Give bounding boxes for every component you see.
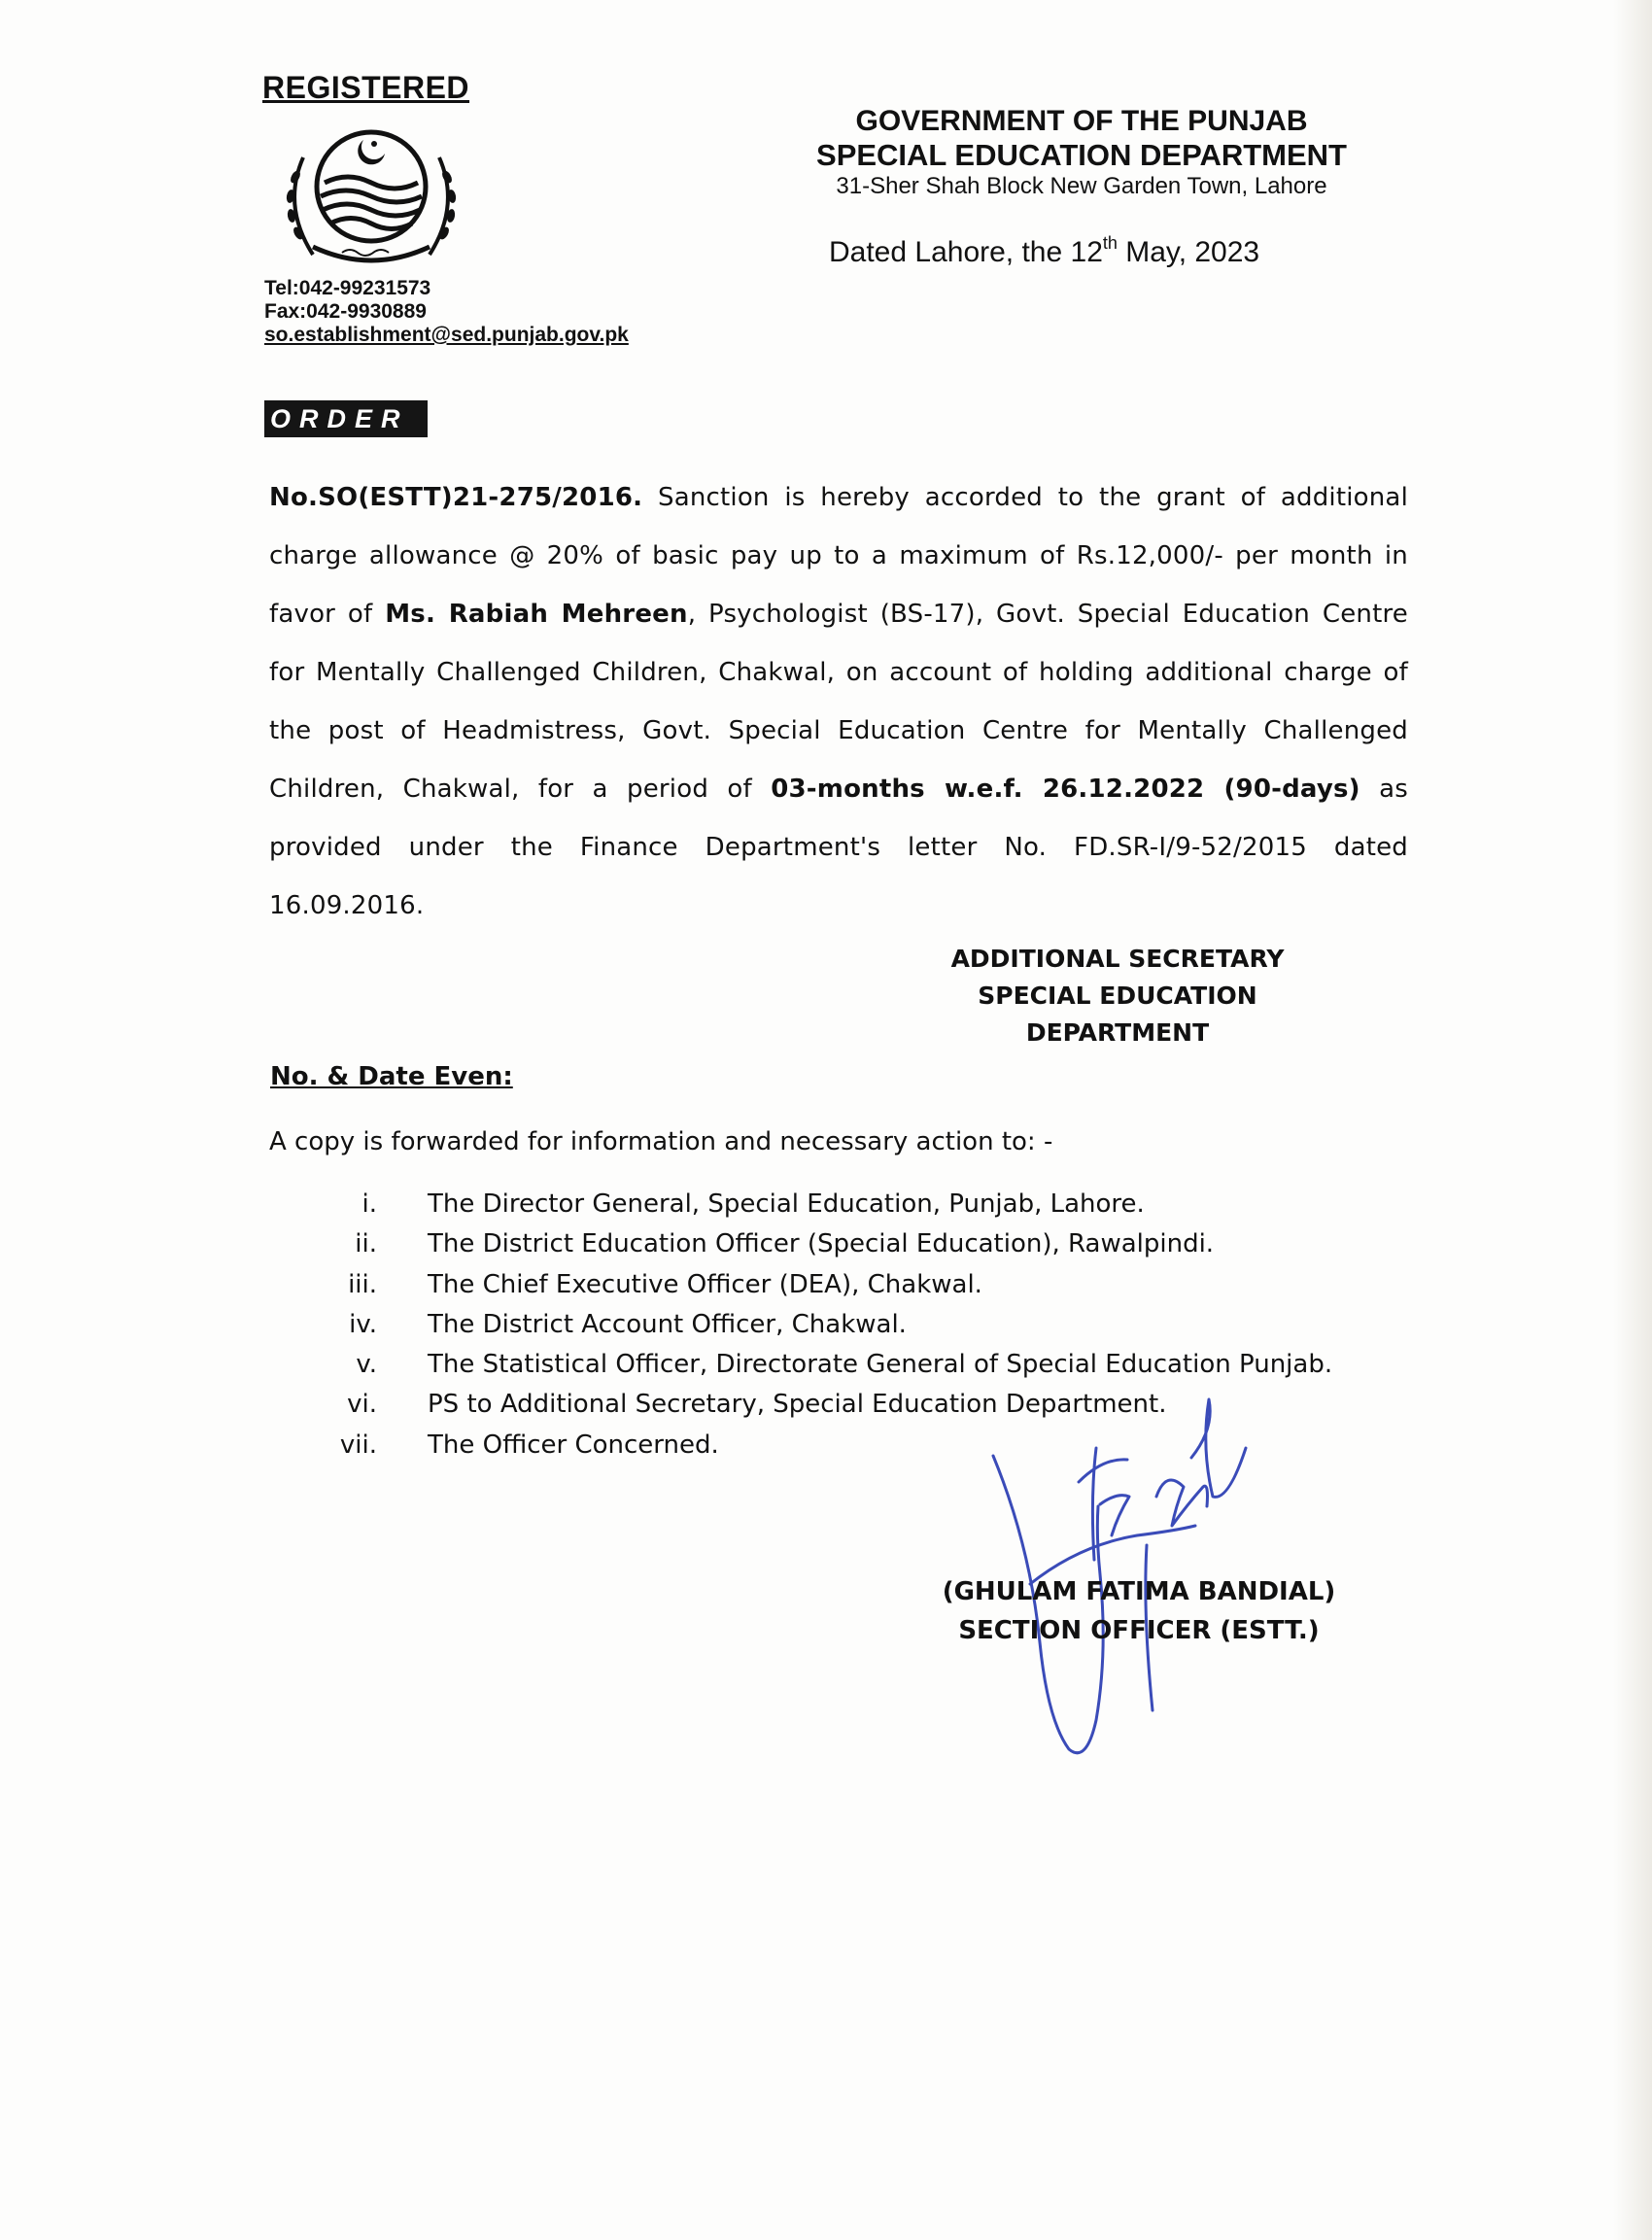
additional-secretary-block: ADDITIONAL SECRETARY SPECIAL EDUCATION DEPARTMENT (950, 945, 1285, 1047)
list-item: iv. The District Account Officer, Chakwal. (349, 1309, 907, 1339)
no-date-even-heading: No. & Date Even: (270, 1062, 513, 1091)
order-title: ORDER (264, 400, 428, 437)
list-item: i. The Director General, Special Education, Punjab, Lahore. (361, 1189, 1145, 1219)
list-item: vi. PS to Additional Secretary, Special Education Department. (347, 1390, 1167, 1420)
signatory-block (925, 1572, 1353, 1650)
paper-edge-shadow (1613, 0, 1652, 2240)
list-item: v. The Statistical Officer, Directorate General of Special Education Punjab. (356, 1350, 1333, 1380)
list-item: vii. The Officer Concerned. (339, 1430, 719, 1460)
reference-number: No.SO(ESTT)21-275/2016. (269, 483, 643, 512)
charge-period: 03-months w.e.f. 26.12.2022 (90-days) (771, 775, 1360, 804)
registered-label: REGISTERED (262, 70, 470, 105)
signatory-designation: SECTION OFFICER (ESTT.) (958, 1616, 1320, 1645)
punjab-government-logo (274, 119, 468, 274)
order-body: No.SO(ESTT)21-275/2016. Sanction is hereby accorded to the grant of additional charge allowance @ 20% of basic pay up to a maximum of Rs.12,000/- per month in favor of Ms. Rabiah Mehreen, Psychologist (BS-17), Govt. Special Education Centre for Mentally Challenged Children, Chakwal, on account of holding additional charge of the post of Headmistress, Govt. Special Education Centre for Mentally Challenged Children, Chakwal, for a period of 03-months w.e.f. 26.12.2022 (90-days) as provided under the Finance Department's letter No. FD.SR-I/9-52/2015 dated 16.09.2016. (269, 483, 1409, 920)
email-link[interactable]: so.establishment@sed.punjab.gov.pk (264, 324, 629, 346)
contact-block (264, 277, 629, 347)
signatory-name: (GHULAM FATIMA BANDIAL) (942, 1577, 1336, 1606)
forward-text: A copy is forwarded for information and necessary action to: - (269, 1127, 1053, 1156)
department-heading (795, 105, 1368, 201)
fax: Fax:042-9930889 (264, 300, 427, 323)
list-item: iii. The Chief Executive Officer (DEA), Chakwal. (348, 1269, 982, 1299)
telephone: Tel:042-99231573 (264, 277, 431, 299)
department-address: 31-Sher Shah Block New Garden Town, Lahore (836, 173, 1327, 199)
letter-date: Dated Lahore, the 12th May, 2023 (829, 233, 1260, 268)
department-title: SPECIAL EDUCATION DEPARTMENT (816, 138, 1347, 172)
list-item: ii. The District Education Officer (Special Education), Rawalpindi. (355, 1229, 1215, 1259)
government-title: GOVERNMENT OF THE PUNJAB (855, 105, 1308, 137)
employee-name: Ms. Rabiah Mehreen (385, 600, 688, 629)
